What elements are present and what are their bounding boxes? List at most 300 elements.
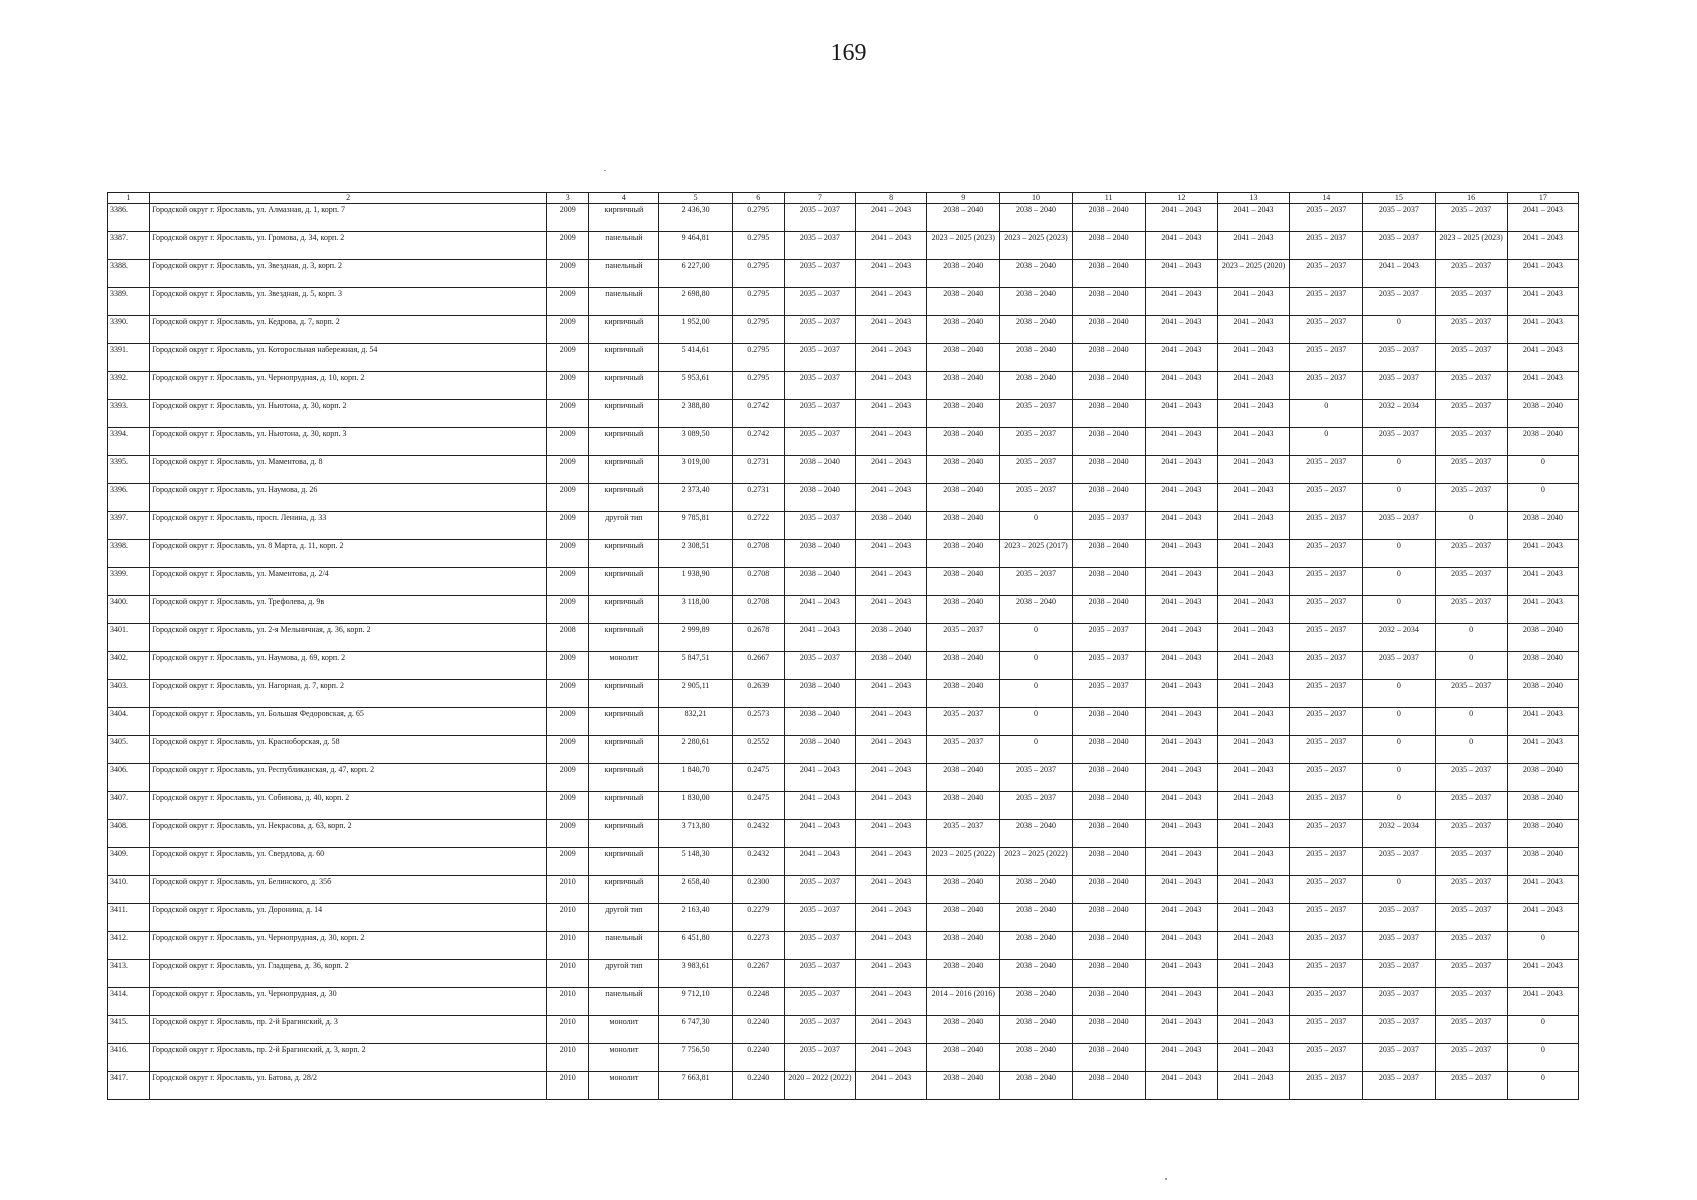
table-cell: 2041 – 2043 xyxy=(1145,932,1217,960)
table-cell: 2038 – 2040 xyxy=(927,344,1000,372)
table-cell: 3395. xyxy=(108,456,150,484)
table-cell: другой тип xyxy=(589,960,659,988)
table-cell: 2041 – 2043 xyxy=(856,316,927,344)
table-cell: 2038 – 2040 xyxy=(1507,848,1578,876)
table-row xyxy=(108,876,1579,904)
table-cell: 2041 – 2043 xyxy=(856,484,927,512)
table-cell: 2041 – 2043 xyxy=(1217,344,1289,372)
table-cell: 2038 – 2040 xyxy=(1072,932,1145,960)
table-row xyxy=(108,204,1579,232)
column-header: 9 xyxy=(927,193,1000,204)
table-row xyxy=(108,792,1579,820)
table-cell: кирпичный xyxy=(589,428,659,456)
table-row xyxy=(108,652,1579,680)
table-cell: 2038 – 2040 xyxy=(856,512,927,540)
table-cell: 2041 – 2043 xyxy=(1145,792,1217,820)
table-cell: 0 xyxy=(1363,764,1435,792)
table-cell: 2035 – 2037 xyxy=(1435,428,1507,456)
table-cell: 0.2795 xyxy=(732,260,784,288)
table-cell: 2035 – 2037 xyxy=(1290,624,1363,652)
table-cell: 2041 – 2043 xyxy=(1145,596,1217,624)
table-cell: 0.2795 xyxy=(732,316,784,344)
table-cell: 3401. xyxy=(108,624,150,652)
table-cell: 2035 – 2037 xyxy=(1290,484,1363,512)
table-row xyxy=(108,428,1579,456)
table-cell: 2035 – 2037 xyxy=(1363,344,1435,372)
table-cell: 2041 – 2043 xyxy=(856,400,927,428)
table-cell: 3416. xyxy=(108,1044,150,1072)
table-cell: 2038 – 2040 xyxy=(1072,596,1145,624)
table-cell: 2041 – 2043 xyxy=(1363,260,1435,288)
table-row xyxy=(108,736,1579,764)
table-cell: Городской округ г. Ярославль, просп. Ленина, д. 33 xyxy=(150,512,547,540)
table-cell: 2035 – 2037 xyxy=(1435,456,1507,484)
table-cell: 0 xyxy=(1363,596,1435,624)
table-cell: Городской округ г. Ярославль, ул. Чернопрудная, д. 30 xyxy=(150,988,547,1016)
table-cell: 2041 – 2043 xyxy=(1145,316,1217,344)
table-row xyxy=(108,680,1579,708)
table-cell: 2035 – 2037 xyxy=(784,876,855,904)
table-cell: кирпичный xyxy=(589,568,659,596)
table-cell: 0 xyxy=(1363,540,1435,568)
table-cell: 2041 – 2043 xyxy=(856,960,927,988)
table-cell: 1 840,70 xyxy=(659,764,732,792)
table-cell: 2035 – 2037 xyxy=(1290,232,1363,260)
column-header: 17 xyxy=(1507,193,1578,204)
table-cell: 2038 – 2040 xyxy=(1000,316,1072,344)
table-cell: 2023 – 2025 (2017) xyxy=(1000,540,1072,568)
table-cell: кирпичный xyxy=(589,316,659,344)
table-cell: 2035 – 2037 xyxy=(1072,680,1145,708)
table-cell: 2035 – 2037 xyxy=(927,820,1000,848)
table-cell: 2041 – 2043 xyxy=(856,792,927,820)
table-cell: 3412. xyxy=(108,932,150,960)
table-cell: 3387. xyxy=(108,232,150,260)
table-cell: 2038 – 2040 xyxy=(1507,764,1578,792)
table-cell: 6 227,00 xyxy=(659,260,732,288)
table-cell: 3 713,80 xyxy=(659,820,732,848)
table-cell: 0 xyxy=(1507,1016,1578,1044)
table-cell: 2010 xyxy=(547,904,589,932)
table-cell: 3397. xyxy=(108,512,150,540)
table-cell: 2023 – 2025 (2023) xyxy=(927,232,1000,260)
table-cell: 2038 – 2040 xyxy=(927,960,1000,988)
table-cell: 2041 – 2043 xyxy=(856,988,927,1016)
table-cell: 0.2432 xyxy=(732,820,784,848)
table-cell: 0.2708 xyxy=(732,568,784,596)
table-cell: 2038 – 2040 xyxy=(1000,1016,1072,1044)
column-header: 2 xyxy=(150,193,547,204)
table-cell: 2038 – 2040 xyxy=(856,624,927,652)
table-cell: 2038 – 2040 xyxy=(927,680,1000,708)
table-cell: 2023 – 2025 (2023) xyxy=(1000,232,1072,260)
table-cell: 2010 xyxy=(547,960,589,988)
table-cell: 2038 – 2040 xyxy=(784,484,855,512)
table-cell: 2038 – 2040 xyxy=(1000,1044,1072,1072)
table-cell: 2035 – 2037 xyxy=(1435,820,1507,848)
table-cell: 3402. xyxy=(108,652,150,680)
table-cell: Городской округ г. Ярославль, ул. Большая Федоровская, д. 65 xyxy=(150,708,547,736)
table-cell: 2035 – 2037 xyxy=(1290,1072,1363,1100)
table-cell: 2041 – 2043 xyxy=(1145,288,1217,316)
table-cell: кирпичный xyxy=(589,344,659,372)
table-cell: 3413. xyxy=(108,960,150,988)
table-cell: 2038 – 2040 xyxy=(1000,932,1072,960)
table-cell: 2038 – 2040 xyxy=(1072,820,1145,848)
table-cell: 2035 – 2037 xyxy=(927,624,1000,652)
table-cell: 2038 – 2040 xyxy=(1072,428,1145,456)
table-cell: 3403. xyxy=(108,680,150,708)
table-cell: 2035 – 2037 xyxy=(1290,960,1363,988)
table-cell: 0.2795 xyxy=(732,204,784,232)
table-row xyxy=(108,232,1579,260)
table-cell: 2035 – 2037 xyxy=(1290,764,1363,792)
table-cell: 2038 – 2040 xyxy=(1072,400,1145,428)
table-cell: 2038 – 2040 xyxy=(1072,372,1145,400)
table-cell: 2035 – 2037 xyxy=(784,1044,855,1072)
table-cell: 9 712,10 xyxy=(659,988,732,1016)
table-cell: 2041 – 2043 xyxy=(1217,876,1289,904)
table-cell: монолит xyxy=(589,1072,659,1100)
table-cell: 2041 – 2043 xyxy=(1507,316,1578,344)
table-cell: 2035 – 2037 xyxy=(1435,372,1507,400)
table-cell: Городской округ г. Ярославль, ул. Ньютона, д. 30, корп. 3 xyxy=(150,428,547,456)
table-cell: 2035 – 2037 xyxy=(784,204,855,232)
table-cell: Городской округ г. Ярославль, ул. Кедрова, д. 7, корп. 2 xyxy=(150,316,547,344)
table-cell: 2035 – 2037 xyxy=(784,428,855,456)
table-cell: 2038 – 2040 xyxy=(1507,652,1578,680)
table-cell: 2041 – 2043 xyxy=(1145,736,1217,764)
table-cell: 3409. xyxy=(108,848,150,876)
table-cell: кирпичный xyxy=(589,792,659,820)
table-cell: 2041 – 2043 xyxy=(1145,512,1217,540)
column-header: 6 xyxy=(732,193,784,204)
table-cell: 2035 – 2037 xyxy=(1290,680,1363,708)
table-cell: 2035 – 2037 xyxy=(1363,372,1435,400)
table-cell: 2010 xyxy=(547,876,589,904)
table-cell: 0.2678 xyxy=(732,624,784,652)
table-cell: 0.2300 xyxy=(732,876,784,904)
table-cell: 2041 – 2043 xyxy=(1217,232,1289,260)
table-cell: Городской округ г. Ярославль, ул. Собинова, д. 40, корп. 2 xyxy=(150,792,547,820)
table-cell: 0 xyxy=(1507,484,1578,512)
table-cell: 2009 xyxy=(547,428,589,456)
table-cell: 6 747,30 xyxy=(659,1016,732,1044)
table-cell: 0 xyxy=(1290,400,1363,428)
table-cell: 2041 – 2043 xyxy=(1145,876,1217,904)
table-cell: 2038 – 2040 xyxy=(1507,820,1578,848)
column-header: 16 xyxy=(1435,193,1507,204)
table-cell: 7 756,50 xyxy=(659,1044,732,1072)
table-cell: 3388. xyxy=(108,260,150,288)
table-cell: 3404. xyxy=(108,708,150,736)
table-cell: 2041 – 2043 xyxy=(1217,204,1289,232)
table-cell: 2041 – 2043 xyxy=(1217,764,1289,792)
table-cell: 2035 – 2037 xyxy=(1435,932,1507,960)
table-cell: 2038 – 2040 xyxy=(927,904,1000,932)
table-cell: 0.2795 xyxy=(732,232,784,260)
table-cell: 0.2240 xyxy=(732,1044,784,1072)
table-cell: 0 xyxy=(1435,624,1507,652)
table-cell: 0.2573 xyxy=(732,708,784,736)
table-cell: 2041 – 2043 xyxy=(1145,1072,1217,1100)
table-cell: Городской округ г. Ярославль, ул. Звездная, д. 5, корп. 3 xyxy=(150,288,547,316)
table-cell: 2035 – 2037 xyxy=(1000,456,1072,484)
table-cell: 2035 – 2037 xyxy=(1072,624,1145,652)
table-cell: 2035 – 2037 xyxy=(1435,596,1507,624)
table-cell: 2038 – 2040 xyxy=(927,652,1000,680)
table-cell: 2038 – 2040 xyxy=(856,652,927,680)
table-cell: 2009 xyxy=(547,372,589,400)
table-cell: 2038 – 2040 xyxy=(927,1044,1000,1072)
table-cell: Городской округ г. Ярославль, ул. Некрасова, д. 63, корп. 2 xyxy=(150,820,547,848)
table-cell: кирпичный xyxy=(589,680,659,708)
table-cell: 2041 – 2043 xyxy=(856,708,927,736)
table-cell: 2038 – 2040 xyxy=(1000,876,1072,904)
table-cell: 2038 – 2040 xyxy=(1000,988,1072,1016)
table-cell: 2041 – 2043 xyxy=(784,624,855,652)
table-cell: 2041 – 2043 xyxy=(1217,624,1289,652)
table-cell: 2035 – 2037 xyxy=(1363,428,1435,456)
table-cell: 2038 – 2040 xyxy=(927,204,1000,232)
table-cell: 2041 – 2043 xyxy=(1145,344,1217,372)
table-cell: 2041 – 2043 xyxy=(856,288,927,316)
table-cell: 2035 – 2037 xyxy=(1290,652,1363,680)
table-cell: 5 953,61 xyxy=(659,372,732,400)
table-cell: 2009 xyxy=(547,400,589,428)
table-cell: Городской округ г. Ярославль, ул. Батова, д. 28/2 xyxy=(150,1072,547,1100)
table-cell: 2035 – 2037 xyxy=(1290,1016,1363,1044)
table-cell: 2038 – 2040 xyxy=(1072,1044,1145,1072)
table-cell: 0.2240 xyxy=(732,1072,784,1100)
table-cell: 2038 – 2040 xyxy=(1000,372,1072,400)
table-cell: 0 xyxy=(1000,512,1072,540)
table-cell: 2009 xyxy=(547,736,589,764)
table-cell: 0.2552 xyxy=(732,736,784,764)
table-cell: 0 xyxy=(1507,1072,1578,1100)
table-cell: 2038 – 2040 xyxy=(927,372,1000,400)
table-cell: 2038 – 2040 xyxy=(1507,792,1578,820)
table-cell: 2041 – 2043 xyxy=(1507,232,1578,260)
table-cell: 2035 – 2037 xyxy=(1435,568,1507,596)
table-cell: 2041 – 2043 xyxy=(856,1016,927,1044)
table-cell: 2041 – 2043 xyxy=(856,260,927,288)
table-cell: 2041 – 2043 xyxy=(856,876,927,904)
table-cell: 2041 – 2043 xyxy=(1217,400,1289,428)
table-cell: 2035 – 2037 xyxy=(784,1016,855,1044)
table-row xyxy=(108,820,1579,848)
table-cell: 2032 – 2034 xyxy=(1363,624,1435,652)
table-cell: 0.2432 xyxy=(732,848,784,876)
table-cell: 2035 – 2037 xyxy=(1072,652,1145,680)
table-cell: 2041 – 2043 xyxy=(1145,988,1217,1016)
table-cell: 0 xyxy=(1000,680,1072,708)
table-cell: 0 xyxy=(1363,456,1435,484)
table-cell: 2009 xyxy=(547,232,589,260)
table-cell: 2008 xyxy=(547,624,589,652)
table-cell: 9 464,81 xyxy=(659,232,732,260)
table-cell: 2038 – 2040 xyxy=(1000,204,1072,232)
table-cell: Городской округ г. Ярославль, ул. Маментова, д. 8 xyxy=(150,456,547,484)
table-cell: 2035 – 2037 xyxy=(1363,932,1435,960)
table-cell: 0.2273 xyxy=(732,932,784,960)
table-cell: 3394. xyxy=(108,428,150,456)
table-row xyxy=(108,316,1579,344)
table-row xyxy=(108,960,1579,988)
table-cell: 3400. xyxy=(108,596,150,624)
table-cell: 0.2708 xyxy=(732,540,784,568)
table-cell: 0.2639 xyxy=(732,680,784,708)
table-cell: 2035 – 2037 xyxy=(1363,848,1435,876)
column-header: 5 xyxy=(659,193,732,204)
table-cell: 2041 – 2043 xyxy=(1145,428,1217,456)
table-cell: 2041 – 2043 xyxy=(856,372,927,400)
table-cell: 2038 – 2040 xyxy=(1072,540,1145,568)
table-cell: 2041 – 2043 xyxy=(856,1072,927,1100)
table-cell: панельный xyxy=(589,932,659,960)
table-cell: 2035 – 2037 xyxy=(784,904,855,932)
table-cell: 0.2731 xyxy=(732,484,784,512)
table-cell: 3415. xyxy=(108,1016,150,1044)
table-cell: 2038 – 2040 xyxy=(1072,988,1145,1016)
table-cell: 2035 – 2037 xyxy=(1290,204,1363,232)
table-cell: 2041 – 2043 xyxy=(784,792,855,820)
table-cell: 3407. xyxy=(108,792,150,820)
table-cell: 2023 – 2025 (2020) xyxy=(1217,260,1289,288)
table-cell: кирпичный xyxy=(589,876,659,904)
table-cell: 2 280,61 xyxy=(659,736,732,764)
table-cell: 2041 – 2043 xyxy=(856,820,927,848)
table-cell: 2035 – 2037 xyxy=(1435,1044,1507,1072)
table-cell: 2 658,40 xyxy=(659,876,732,904)
table-cell: 2041 – 2043 xyxy=(1507,372,1578,400)
table-cell: 0 xyxy=(1363,568,1435,596)
table-cell: 2038 – 2040 xyxy=(1507,400,1578,428)
table-cell: 2041 – 2043 xyxy=(856,596,927,624)
table-cell: 2041 – 2043 xyxy=(1145,708,1217,736)
table-cell: 2041 – 2043 xyxy=(856,456,927,484)
table-cell: 3391. xyxy=(108,344,150,372)
table-cell: 5 847,51 xyxy=(659,652,732,680)
table-cell: 2041 – 2043 xyxy=(1507,988,1578,1016)
table-cell: 2023 – 2025 (2022) xyxy=(927,848,1000,876)
table-cell: 0.2708 xyxy=(732,596,784,624)
table-cell: 2041 – 2043 xyxy=(1217,904,1289,932)
table-cell: кирпичный xyxy=(589,456,659,484)
table-cell: другой тип xyxy=(589,512,659,540)
table-cell: 2038 – 2040 xyxy=(1507,512,1578,540)
table-cell: 0 xyxy=(1000,652,1072,680)
table-row xyxy=(108,456,1579,484)
table-cell: 2035 – 2037 xyxy=(784,288,855,316)
table-cell: Городской округ г. Ярославль, ул. 2-я Мельничная, д. 36, корп. 2 xyxy=(150,624,547,652)
table-cell: 2038 – 2040 xyxy=(927,1016,1000,1044)
table-cell: 2041 – 2043 xyxy=(1217,484,1289,512)
table-cell: 2038 – 2040 xyxy=(1072,764,1145,792)
table-cell: 2038 – 2040 xyxy=(784,540,855,568)
table-cell: 0 xyxy=(1507,932,1578,960)
table-cell: кирпичный xyxy=(589,708,659,736)
table-cell: 2035 – 2037 xyxy=(1435,204,1507,232)
table-cell: 2035 – 2037 xyxy=(1363,960,1435,988)
table-cell: 2035 – 2037 xyxy=(1000,568,1072,596)
table-cell: 2041 – 2043 xyxy=(1217,456,1289,484)
table-cell: Городской округ г. Ярославль, ул. Чернопрудная, д. 30, корп. 2 xyxy=(150,932,547,960)
table-cell: 2041 – 2043 xyxy=(1145,848,1217,876)
scan-speck xyxy=(604,170,606,171)
table-cell: 2038 – 2040 xyxy=(784,708,855,736)
table-row xyxy=(108,904,1579,932)
table-row xyxy=(108,1044,1579,1072)
table-cell: 2035 – 2037 xyxy=(1435,540,1507,568)
table-cell: 2038 – 2040 xyxy=(927,568,1000,596)
table-cell: 2041 – 2043 xyxy=(856,736,927,764)
table-cell: Городской округ г. Ярославль, ул. Ньютона, д. 30, корп. 2 xyxy=(150,400,547,428)
table-cell: 0.2475 xyxy=(732,792,784,820)
table-cell: 2041 – 2043 xyxy=(1145,372,1217,400)
table-cell: Городской округ г. Ярославль, ул. Алмазная, д. 1, корп. 7 xyxy=(150,204,547,232)
table-cell: Городской округ г. Ярославль, ул. Республиканская, д. 47, корп. 2 xyxy=(150,764,547,792)
table-cell: 2010 xyxy=(547,932,589,960)
table-cell: 2041 – 2043 xyxy=(1217,820,1289,848)
table-cell: 2041 – 2043 xyxy=(1507,540,1578,568)
table-cell: 2035 – 2037 xyxy=(1000,792,1072,820)
table-cell: 2041 – 2043 xyxy=(1217,652,1289,680)
table-cell: Городской округ г. Ярославль, ул. 8 Марта, д. 11, корп. 2 xyxy=(150,540,547,568)
table-cell: 2035 – 2037 xyxy=(1290,1044,1363,1072)
table-cell: 2035 – 2037 xyxy=(784,960,855,988)
table-cell: 2035 – 2037 xyxy=(1435,316,1507,344)
table-cell: 3 118,00 xyxy=(659,596,732,624)
table-cell: 2035 – 2037 xyxy=(1435,260,1507,288)
table-cell: 3 089,50 xyxy=(659,428,732,456)
table-row xyxy=(108,708,1579,736)
table-cell: 0.2475 xyxy=(732,764,784,792)
table-cell: 0 xyxy=(1363,680,1435,708)
table-cell: 2035 – 2037 xyxy=(1072,512,1145,540)
table-cell: 0.2667 xyxy=(732,652,784,680)
table-cell: кирпичный xyxy=(589,736,659,764)
table-cell: 2038 – 2040 xyxy=(927,260,1000,288)
table-cell: 0 xyxy=(1435,652,1507,680)
table-cell: 2041 – 2043 xyxy=(1145,652,1217,680)
table-cell: 0 xyxy=(1000,736,1072,764)
table-cell: Городской округ г. Ярославль, пр. 2-й Брагинский, д. 3 xyxy=(150,1016,547,1044)
table-cell: 3405. xyxy=(108,736,150,764)
table-cell: 2035 – 2037 xyxy=(1290,876,1363,904)
table-cell: 2035 – 2037 xyxy=(927,736,1000,764)
table-cell: 0 xyxy=(1435,512,1507,540)
table-cell: 2014 – 2016 (2016) xyxy=(927,988,1000,1016)
table-cell: 2041 – 2043 xyxy=(1145,400,1217,428)
table-cell: 2035 – 2037 xyxy=(1290,316,1363,344)
table-cell: 2041 – 2043 xyxy=(1217,512,1289,540)
table-cell: 3398. xyxy=(108,540,150,568)
column-header: 8 xyxy=(856,193,927,204)
table-cell: 2041 – 2043 xyxy=(1217,372,1289,400)
table-cell: 2035 – 2037 xyxy=(1435,848,1507,876)
table-cell: Городской округ г. Ярославль, ул. Звездная, д. 3, корп. 2 xyxy=(150,260,547,288)
table-cell: панельный xyxy=(589,288,659,316)
table-cell: 3406. xyxy=(108,764,150,792)
table-cell: 2035 – 2037 xyxy=(1363,512,1435,540)
table-cell: 2035 – 2037 xyxy=(784,400,855,428)
table-cell: 2038 – 2040 xyxy=(784,456,855,484)
table-cell: 2038 – 2040 xyxy=(927,764,1000,792)
table-cell: кирпичный xyxy=(589,624,659,652)
table-cell: 3396. xyxy=(108,484,150,512)
table-cell: 0 xyxy=(1507,1044,1578,1072)
